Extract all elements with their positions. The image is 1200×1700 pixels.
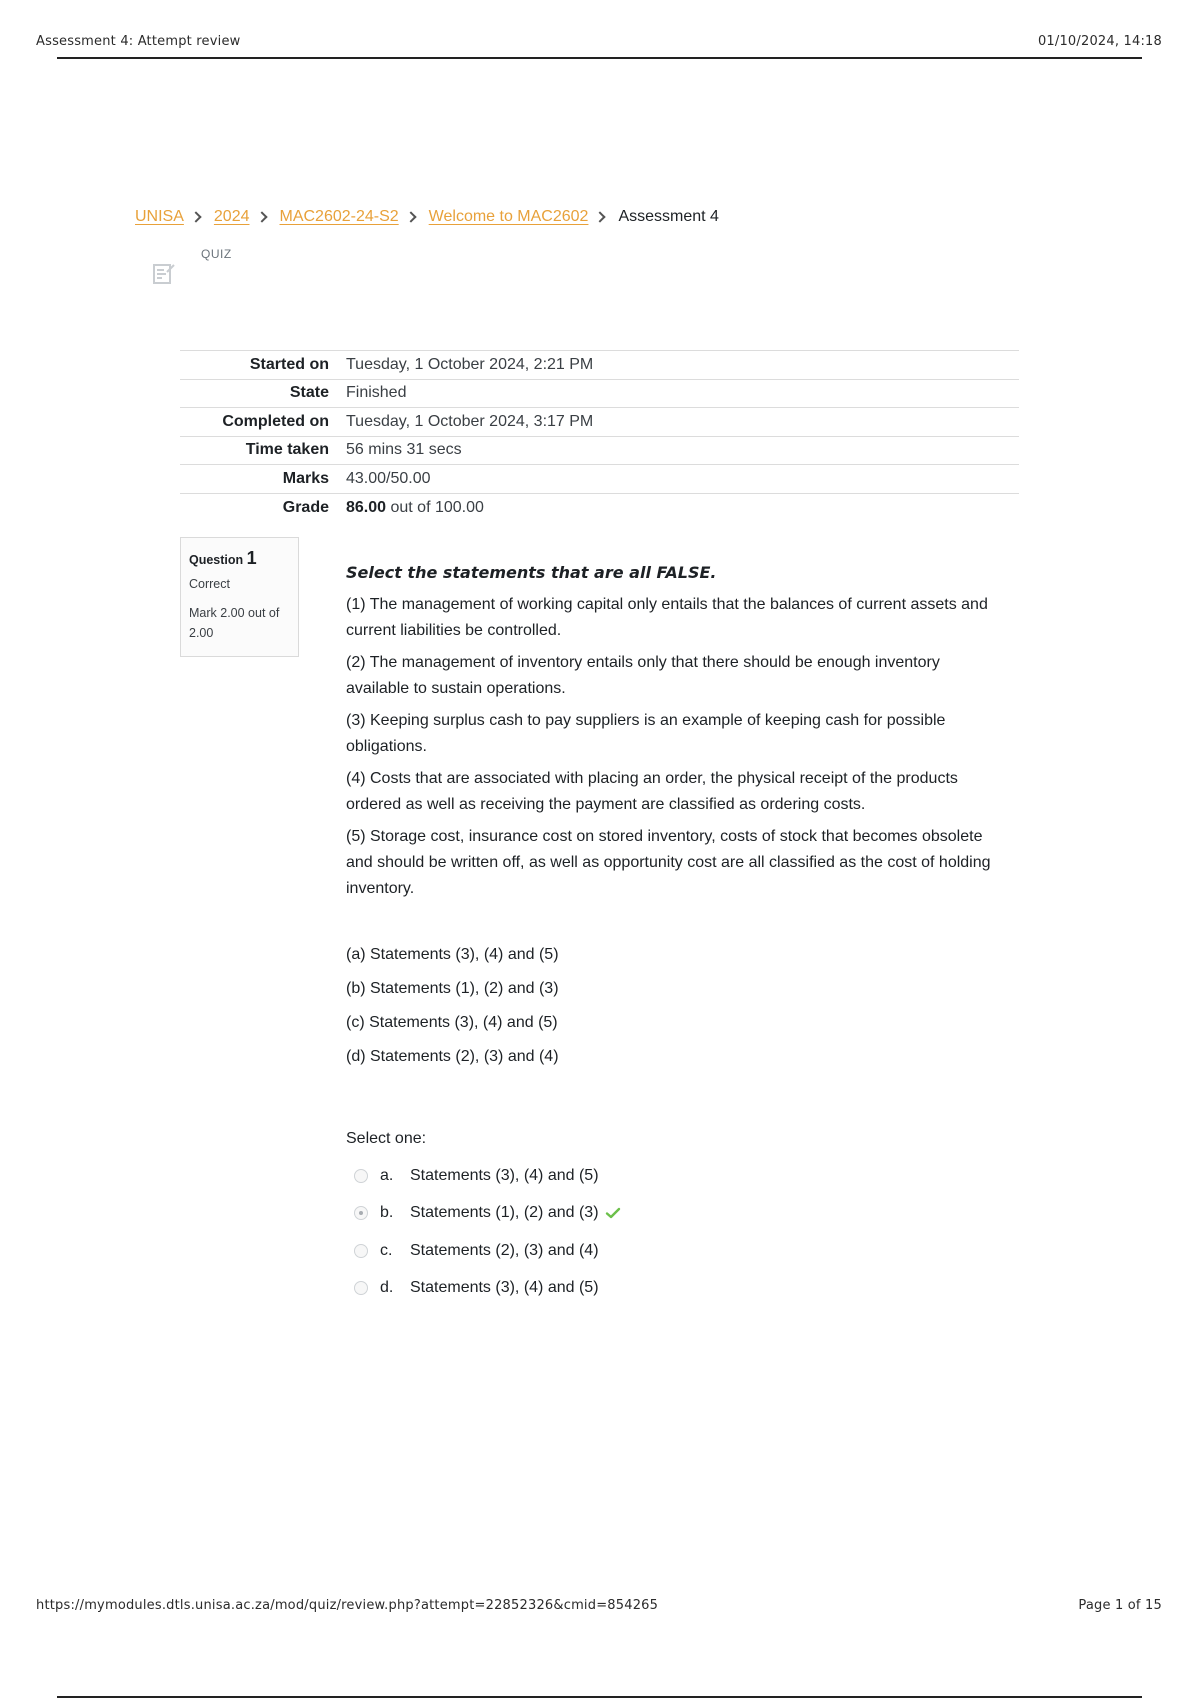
question-grade: Mark 2.00 out of 2.00 [189,606,280,640]
radio-button-selected[interactable] [354,1206,368,1220]
select-one-label: Select one: [346,1130,427,1147]
question-state: Correct [189,577,230,591]
quiz-icon [152,262,176,286]
print-datetime: 01/10/2024, 14:18 [1037,34,1162,49]
summary-label: Grade [282,498,329,516]
answer-option-c[interactable] [354,1232,621,1270]
answer-choices [354,1157,621,1307]
question-prefix: Question [189,553,244,567]
chevron-right-icon [256,211,267,222]
answer-letter: c. [380,1241,393,1259]
statement-item: (5) Storage cost, insurance cost on stored inventory, costs of stock that becomes obsolete and should be written off, as well as opportunity cost are all classified as the cost of holding inventory. [346,828,991,897]
answer-letter: a. [380,1166,394,1184]
summary-row [180,379,1019,408]
correct-check-icon [605,1205,621,1221]
summary-label: Time taken [245,441,329,459]
activity-kind-label: QUIZ [201,247,232,261]
chevron-right-icon [595,211,606,222]
print-footer [36,1598,1162,1613]
question-info-box [180,537,299,657]
footer-divider [57,1696,1142,1698]
statement-item: (2) The management of inventory entails only that there should be enough inventory available to sustain operations. [346,654,940,697]
summary-row [180,436,1019,465]
chevron-right-icon [405,211,416,222]
answer-option-a[interactable] [354,1157,621,1195]
summary-label: Started on [249,355,329,373]
grade-out-of: out of 100.00 [386,498,484,516]
answer-letter: d. [380,1279,394,1297]
summary-row-grade [180,493,1019,522]
statement-item: (4) Costs that are associated with placing an order, the physical receipt of the products ordered as well as receiving the payment are classified as ordering costs. [346,770,958,813]
question-number-value: 1 [246,548,257,568]
summary-label: Completed on [222,412,329,430]
statement-item: (1) The management of working capital only entails that the balances of current assets and current liabilities be controlled. [346,596,988,639]
chevron-right-icon [190,211,201,222]
breadcrumb [135,208,719,226]
print-header [36,34,1162,49]
header-divider [57,57,1142,59]
summary-value: 56 mins 31 secs [346,441,462,459]
option-item: (b) Statements (1), (2) and (3) [346,980,559,997]
summary-value: Finished [346,384,407,402]
option-item: (c) Statements (3), (4) and (5) [346,1014,558,1031]
answer-letter: b. [380,1204,394,1222]
answer-text: Statements (3), (4) and (5) [410,1166,599,1184]
attempt-summary-table [180,350,1019,522]
statement-item: (3) Keeping surplus cash to pay suppliers is an example of keeping cash for possible obligations. [346,712,946,755]
summary-row [180,408,1019,437]
radio-button[interactable] [354,1169,368,1183]
summary-value: Tuesday, 1 October 2024, 3:17 PM [346,412,594,430]
breadcrumb-item-course[interactable]: MAC2602-24-S2 [279,208,399,225]
answer-text: Statements (2), (3) and (4) [410,1241,599,1259]
answer-option-b[interactable] [354,1195,621,1233]
answer-text: Statements (1), (2) and (3) [410,1204,599,1222]
answer-option-d[interactable] [354,1270,621,1308]
grade-value [346,493,1019,522]
grade-score: 86.00 [346,498,387,516]
answer-text: Statements (3), (4) and (5) [410,1279,599,1297]
breadcrumb-item-current: Assessment 4 [618,208,719,225]
print-url: https://mymodules.dtls.unisa.ac.za/mod/quiz/review.php?attempt=22852326&cmid=854265 [36,1598,659,1613]
question-number [189,548,290,569]
radio-button[interactable] [354,1281,368,1295]
page-number: Page 1 of 15 [1078,1598,1162,1613]
option-item: (d) Statements (2), (3) and (4) [346,1048,559,1065]
summary-label: State [289,384,329,402]
print-title: Assessment 4: Attempt review [36,34,241,49]
summary-value: 43.00/50.00 [346,469,431,487]
summary-value: Tuesday, 1 October 2024, 2:21 PM [346,355,594,373]
breadcrumb-item-unisa[interactable]: UNISA [135,208,184,225]
question-text [346,560,1006,908]
summary-row [180,465,1019,494]
breadcrumb-item-welcome[interactable]: Welcome to MAC2602 [428,208,589,225]
option-item: (a) Statements (3), (4) and (5) [346,946,559,963]
question-prompt: Select the statements that are all FALSE. [346,563,717,582]
option-list [346,942,559,1078]
breadcrumb-item-2024[interactable]: 2024 [213,208,250,225]
summary-label: Marks [282,469,329,487]
summary-row [180,351,1019,380]
radio-button[interactable] [354,1244,368,1258]
